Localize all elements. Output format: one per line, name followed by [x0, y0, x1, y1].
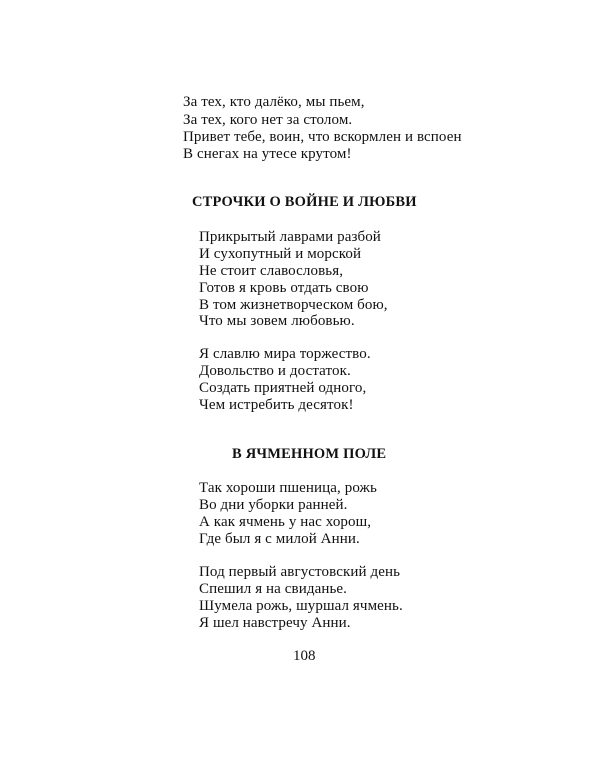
verse-line: Я шел навстречу Анни. — [199, 615, 351, 631]
verse-line: Готов я кровь отдать свою — [199, 280, 369, 296]
verse-line: Шумела рожь, шуршал ячмень. — [199, 598, 403, 614]
verse-line: Так хороши пшеница, рожь — [199, 480, 377, 496]
verse-line: Довольство и достаток. — [199, 363, 351, 379]
verse-line: Не стоит славословья, — [199, 263, 344, 279]
verse-line: Спешил я на свиданье. — [199, 581, 348, 597]
page-number: 108 — [293, 648, 316, 664]
verse-line: Привет тебе, воин, что вскормлен и вспоен — [183, 129, 462, 145]
verse-line: И сухопутный и морской — [199, 246, 362, 262]
verse-line: Я славлю мира торжество. — [199, 346, 371, 362]
verse-line: Что мы зовем любовью. — [199, 313, 355, 329]
verse-line: В снегах на утесе крутом! — [183, 146, 352, 162]
verse-line: Во дни уборки ранней. — [199, 497, 348, 513]
verse-line: Чем истребить десяток! — [199, 397, 354, 413]
verse-line: Создать приятней одного, — [199, 380, 367, 396]
poem-title: СТРОЧКИ О ВОЙНЕ И ЛЮБВИ — [192, 194, 417, 210]
verse-line: Где был я с милой Анни. — [199, 531, 360, 547]
verse-line: А как ячмень у нас хорош, — [199, 514, 372, 530]
verse-line: За тех, кого нет за столом. — [183, 112, 353, 128]
verse-line: Под первый августовский день — [199, 564, 401, 580]
poem-title: В ЯЧМЕННОМ ПОЛЕ — [232, 446, 387, 462]
verse-line: За тех, кто далёко, мы пьем, — [183, 94, 365, 110]
verse-line: Прикрытый лаврами разбой — [199, 229, 381, 245]
verse-line: В том жизнетворческом бою, — [199, 297, 388, 313]
